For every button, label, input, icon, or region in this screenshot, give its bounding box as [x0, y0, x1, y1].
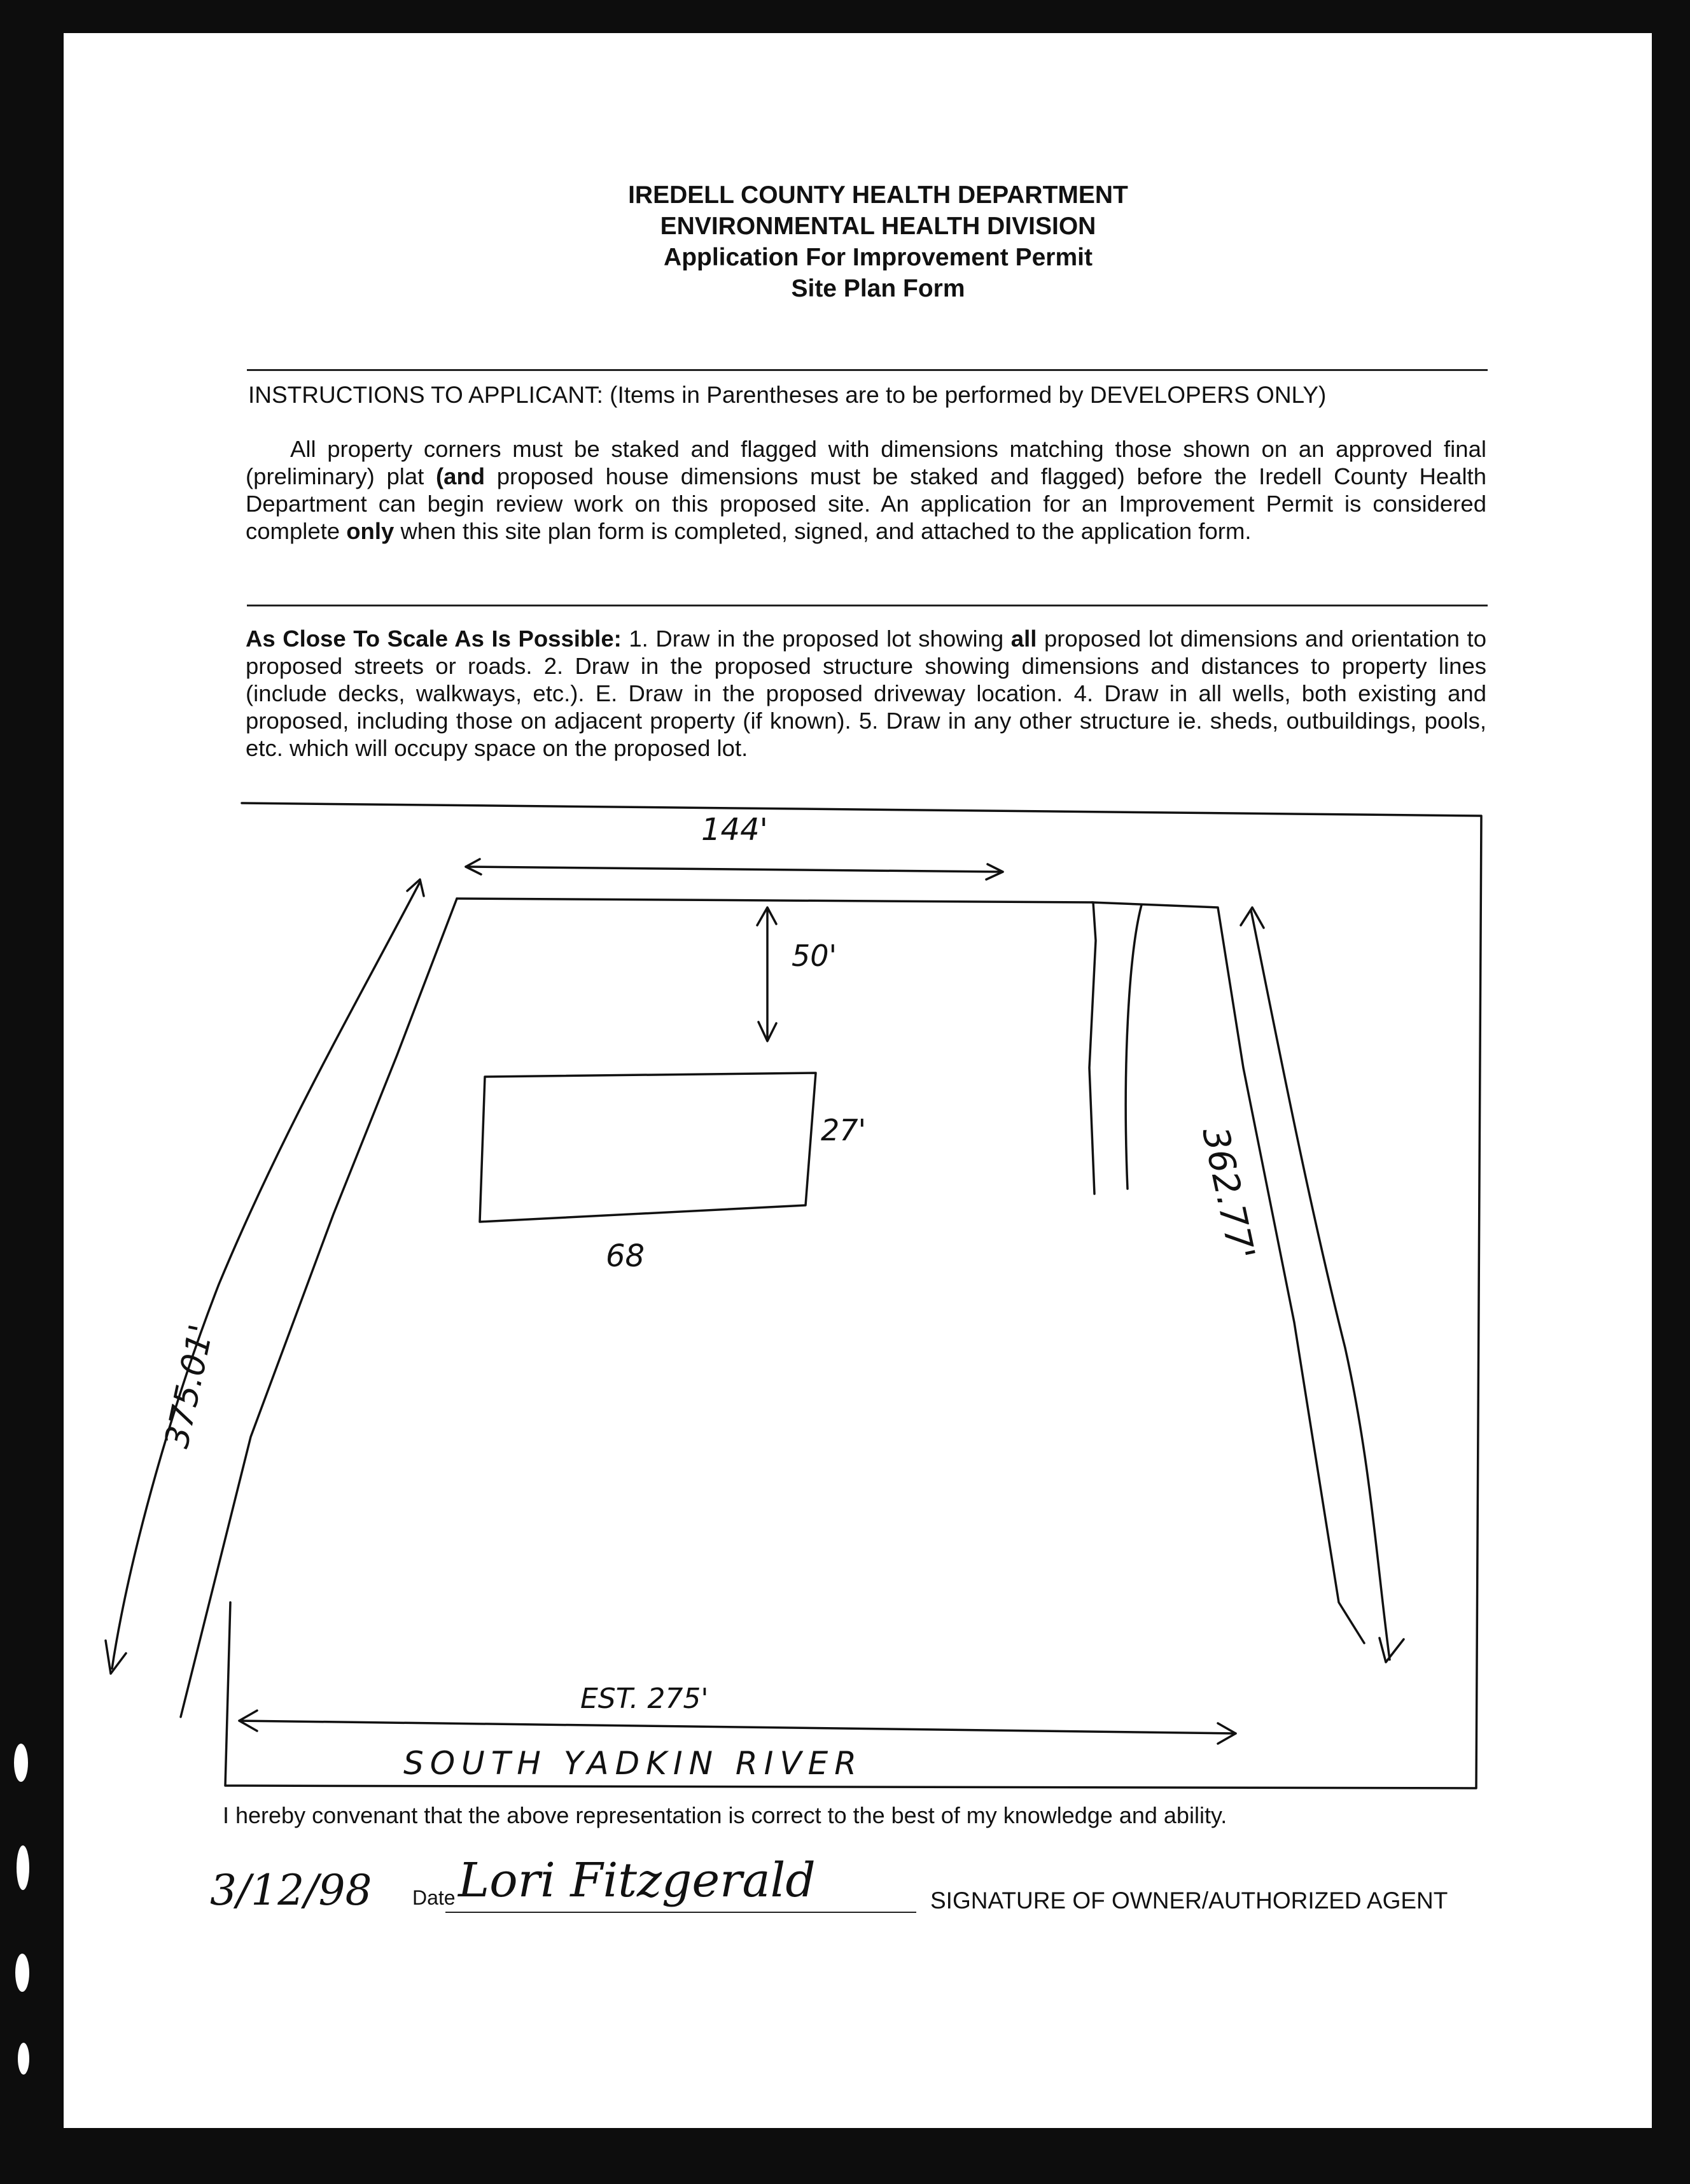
- scale-instructions-lead: As Close To Scale As Is Possible:: [246, 626, 622, 652]
- river-label: SOUTH YADKIN RIVER: [403, 1745, 863, 1782]
- left-side-label: 375.01': [158, 1321, 221, 1452]
- signature-line: [445, 1912, 916, 1913]
- instructions-text: All property corners must be staked and flagged with dimensions matching those shown on an approved final (preliminary) plat: [246, 436, 1486, 489]
- divider-middle: [247, 605, 1488, 606]
- scan-speck: [17, 1845, 29, 1890]
- house-footprint: [480, 1073, 816, 1222]
- owner-signature: Lori Fitzgerald: [458, 1853, 816, 1908]
- instructions-body: [246, 435, 1486, 545]
- arrowhead: [1379, 1638, 1404, 1662]
- department-name: IREDELL COUNTY HEALTH DEPARTMENT: [628, 181, 1128, 209]
- scan-speck: [14, 1744, 28, 1782]
- signature-label: SIGNATURE OF OWNER/AUTHORIZED AGENT: [930, 1887, 1448, 1914]
- house-depth-label: 27': [821, 1113, 867, 1147]
- scan-border-top: [0, 0, 1690, 33]
- instructions-title: INSTRUCTIONS TO APPLICANT: (Items in Parentheses are to be performed by DEVELOPERS ONLY): [248, 382, 1327, 408]
- site-plan-drawing: [158, 801, 1481, 1788]
- lot-line-right: [1092, 902, 1364, 1643]
- right-side-label: 362.77': [1194, 1123, 1262, 1264]
- scan-border-right: [1652, 0, 1690, 2184]
- arrowhead: [407, 879, 424, 896]
- instructions-text: proposed house dimensions must be staked and flagged) before the Iredell County Health Department can begin review work on this proposed site. An application for an Improvement Permit is considered complete: [246, 463, 1486, 544]
- scan-border-left: [0, 0, 64, 2184]
- scan-speck: [15, 1954, 29, 1992]
- top-dimension-arrow: [466, 867, 1003, 872]
- division-name: ENVIRONMENTAL HEALTH DIVISION: [660, 213, 1096, 240]
- date-label: Date: [412, 1886, 456, 1909]
- lot-line-top: [457, 899, 1096, 1194]
- plan-frame: [225, 803, 1481, 1788]
- form-purpose: Application For Improvement Permit: [664, 244, 1093, 271]
- scale-instructions-text: proposed lot dimensions and orientation to proposed streets or roads. 2. Draw in the proposed structure showing dimensions and distances to property lines (include decks, walkways, etc.). E. Draw in the proposed driveway location. 4. Draw in all wells, both existing and proposed, including those on adjacent property (if known). 5. Draw in any other structure ie. sheds, outbuildings, pools, etc. which will occupy space on the proposed lot.: [246, 626, 1486, 761]
- instructions-text: when this site plan form is completed, signed, and attached to the application form.: [394, 518, 1252, 544]
- scan-border-bottom: [0, 2128, 1690, 2184]
- scale-instructions: [246, 625, 1486, 762]
- signature-date: 3/12/98: [210, 1866, 372, 1915]
- certification-statement: I hereby convenant that the above representation is correct to the best of my knowledge and ability.: [223, 1802, 1227, 1828]
- form-header: [496, 179, 1260, 304]
- form-title: Site Plan Form: [791, 275, 965, 302]
- bottom-dimension-arrow: [239, 1721, 1236, 1733]
- right-dimension-arrow: [1251, 910, 1390, 1660]
- divider-top: [247, 369, 1488, 371]
- scale-instructions-bold: all: [1010, 626, 1037, 652]
- instructions-bold: (and: [436, 463, 485, 489]
- scan-speck: [18, 2043, 29, 2075]
- scale-instructions-text: 1. Draw in the proposed lot showing: [621, 626, 1011, 652]
- house-width-label: 68: [606, 1238, 645, 1274]
- instructions-bold: only: [346, 518, 395, 544]
- bottom-dimension-label: EST. 275': [580, 1683, 709, 1715]
- top-dimension-label: 144': [701, 812, 768, 848]
- driveway-line: [1126, 905, 1142, 1189]
- setback-label: 50': [792, 939, 837, 973]
